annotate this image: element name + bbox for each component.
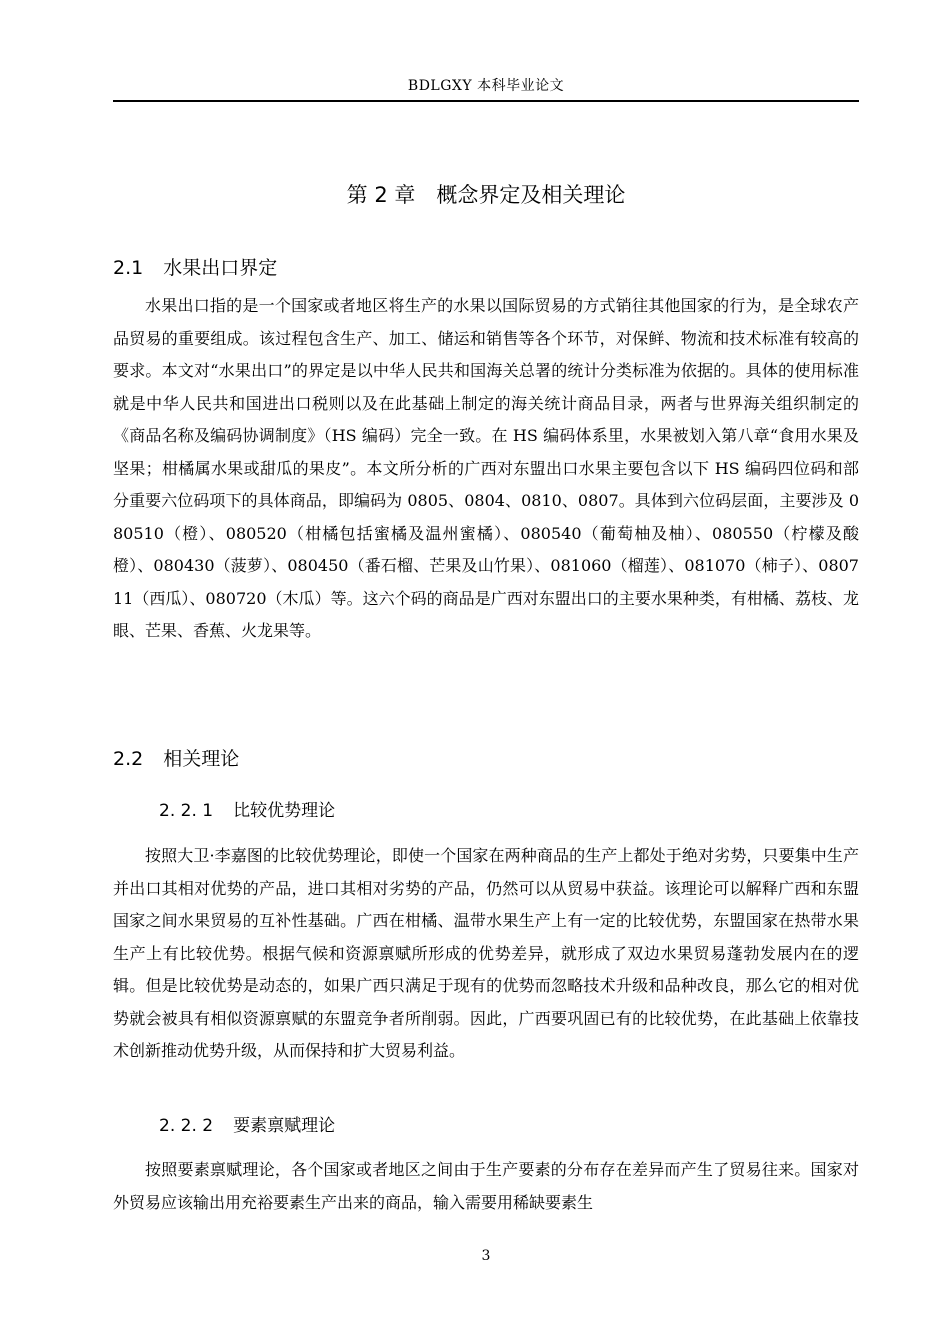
paragraph-fruit-export-definition: 水果出口指的是一个国家或者地区将生产的水果以国际贸易的方式销往其他国家的行为，是全球农产品贸易的重要组成。该过程包含生产、加工、储运和销售等各个环节，对保鲜、物流和技术标准有较高的要求。本文对“水果出口”的界定是以中华人民共和国海关总署的统计分类标准为依据的。具体的使用标准就是中华人民共和国进出口税则以及在此基础上制定的海关统计商品目录，两者与世界海关组织制定的《商品名称及编码协调制度》（HS 编码）完全一致。在 HS 编码体系里，水果被划入第八章“食用水果及坚果；柑橘属水果或甜瓜的果皮”。本文所分析的广西对东盟出口水果主要包含以下 HS 编码四位码和部分重要六位码项下的具体商品，即编码为 0805、0804、0810、0807。具体到六位码层面，主要涉及 080510（橙）、080520（柑橘包括蜜橘及温州蜜橘）、080540（葡萄柚及柚）、080550（柠檬及酸橙）、080430（菠萝）、080450（番石榴、芒果及山竹果）、081060（榴莲）、081070（柿子）、080711（西瓜）、080720（木瓜）等。这六个码的商品是广西对东盟出口的主要水果种类，有柑橘、荔枝、龙眼、芒果、香蕉、火龙果等。 bbox=[113, 296, 859, 640]
subsection-title: 要素禀赋理论 bbox=[233, 1116, 336, 1136]
section-heading-2-2 bbox=[113, 746, 859, 772]
subsection-number: 2. 2. 1 bbox=[159, 801, 214, 821]
section-number: 2.1 bbox=[113, 257, 144, 279]
section-title: 相关理论 bbox=[163, 748, 240, 770]
page-number: 3 bbox=[481, 1248, 491, 1264]
section-heading-2-1 bbox=[113, 255, 859, 281]
section-number: 2.2 bbox=[113, 748, 144, 770]
header-rule bbox=[113, 100, 859, 102]
subsection-heading-2-2-1 bbox=[159, 799, 859, 823]
subsection-heading-2-2-2 bbox=[159, 1114, 859, 1138]
paragraph-comparative-advantage: 按照大卫·李嘉图的比较优势理论，即使一个国家在两种商品的生产上都处于绝对劣势，只要集中生产并出口其相对优势的产品，进口其相对劣势的产品，仍然可以从贸易中获益。该理论可以解释广西和东盟国家之间水果贸易的互补性基础。广西在柑橘、温带水果生产上有一定的比较优势，东盟国家在热带水果生产上有比较优势。根据气候和资源禀赋所形成的优势差异，就形成了双边水果贸易蓬勃发展内在的逻辑。但是比较优势是动态的，如果广西只满足于现有的优势而忽略技术升级和品种改良，那么它的相对优势就会被具有相似资源禀赋的东盟竞争者所削弱。因此，广西要巩固已有的比较优势，在此基础上依靠技术创新推动优势升级，从而保持和扩大贸易利益。 bbox=[113, 846, 859, 1060]
subsection-number: 2. 2. 2 bbox=[159, 1116, 214, 1136]
paragraph-factor-endowment: 按照要素禀赋理论，各个国家或者地区之间由于生产要素的分布存在差异而产生了贸易往来。国家对外贸易应该输出用充裕要素生产出来的商品，输入需要用稀缺要素生 bbox=[113, 1160, 859, 1212]
chapter-title: 第 2 章 概念界定及相关理论 bbox=[346, 183, 626, 207]
section-title: 水果出口界定 bbox=[163, 257, 278, 279]
subsection-title: 比较优势理论 bbox=[233, 801, 336, 821]
running-header: BDLGXY 本科毕业论文 bbox=[407, 78, 565, 94]
